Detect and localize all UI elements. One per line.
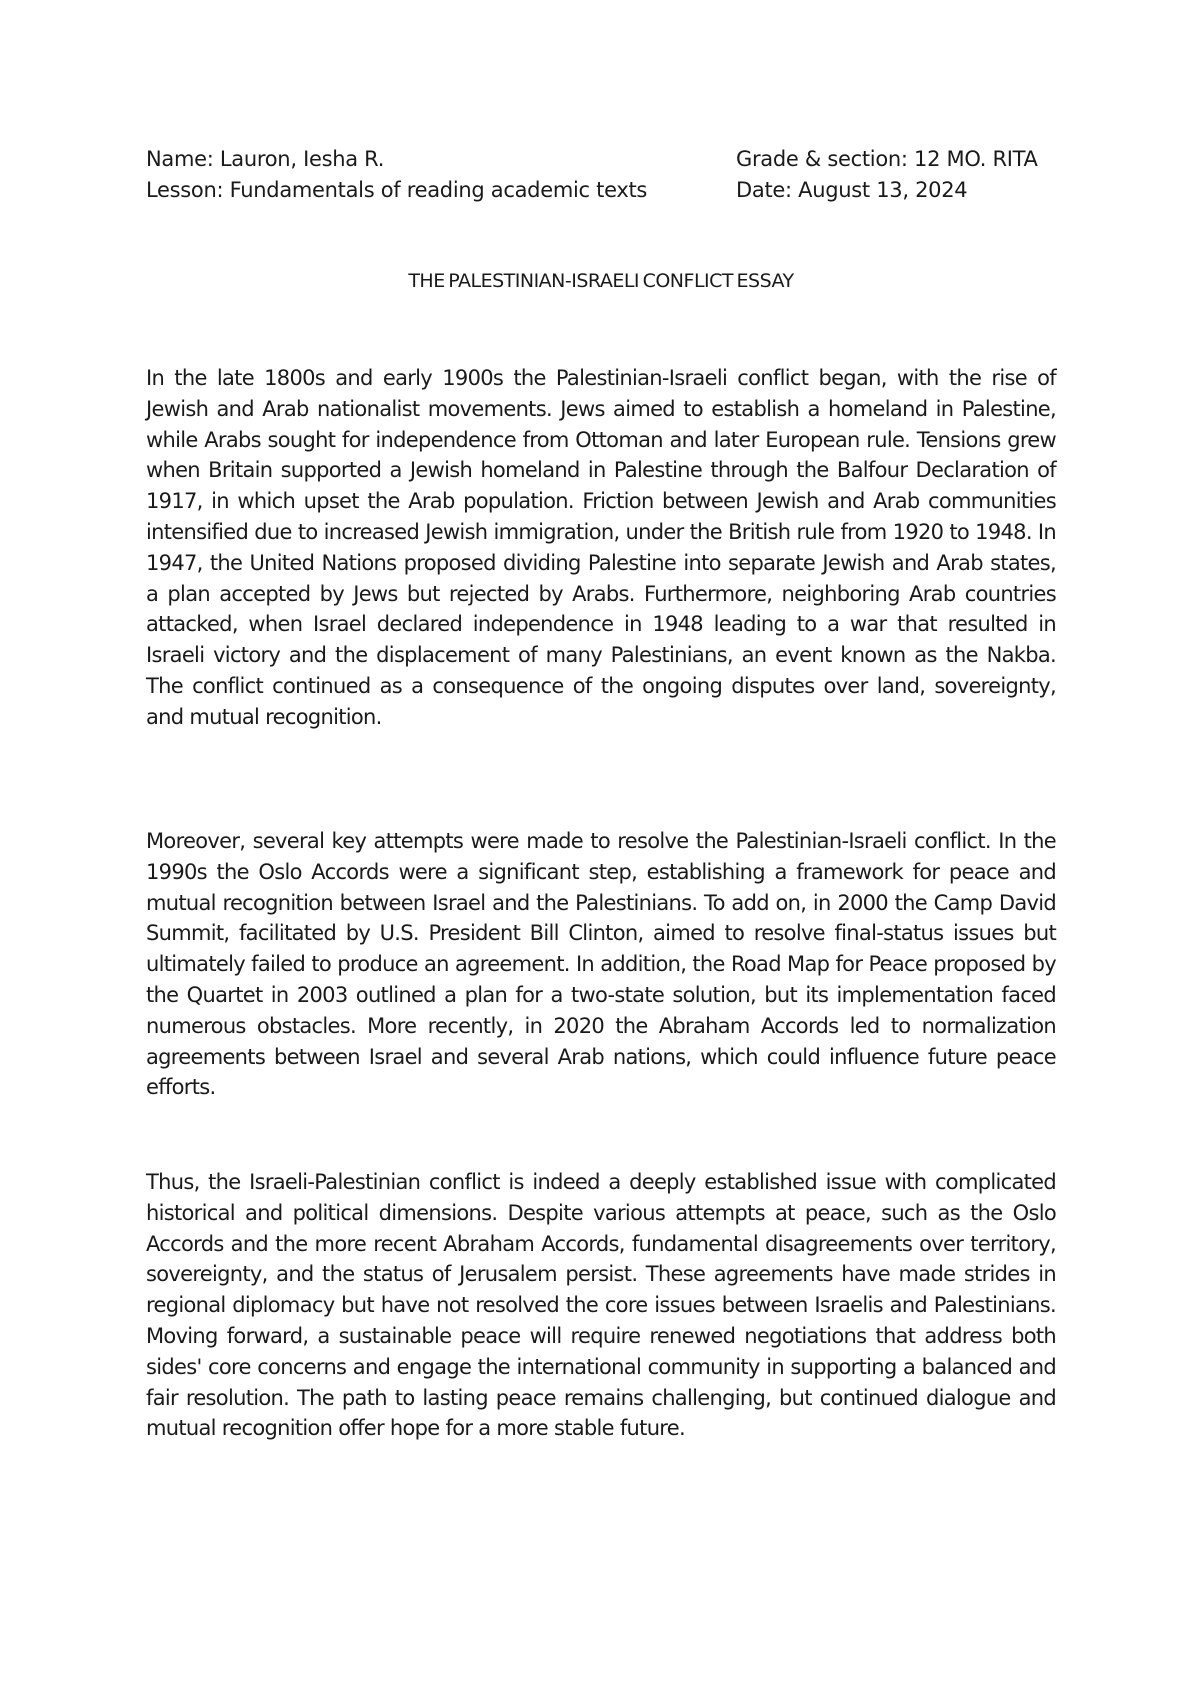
date: Date: August 13, 2024 — [736, 178, 968, 202]
paragraph-3: Thus, the Israeli-Palestinian conflict is indeed a deeply established issue with complicated historical and political dimensions. Despite various attempts at peace, such as the Oslo Accords and the more recent Abraham Accords, fundamental disagreements over territory, sovereignty, and the status of Jerusalem persist. These agreements have made strides in regional diplomacy but have not resolved the core issues between Israelis and Palestinians. Moving forward, a sustainable peace will require renewed negotiations that address both sides' core concerns and engage the international community in supporting a balanced and fair resolution. The path to lasting peace remains challenging, but continued dialogue and mutual recognition offer hope for a more stable future. — [146, 1170, 1056, 1441]
paragraph-2: Moreover, several key attempts were made to resolve the Palestinian-Israeli conflict. In the 1990s the Oslo Accords were a significant step, establishing a framework for peace and mutual recognition between Israel and the Palestinians. To add on, in 2000 the Camp David Summit, facilitated by U.S. President Bill Clinton, aimed to resolve final-status issues but ultimately failed to produce an agreement. In addition, the Road Map for Peace proposed by the Quartet in 2003 outlined a plan for a two-state solution, but its implementation faced numerous obstacles. More recently, in 2020 the Abraham Accords led to normalization agreements between Israel and several Arab nations, which could influence future peace efforts. — [146, 829, 1056, 1100]
student-name: Name: Lauron, Iesha R. — [146, 147, 385, 171]
header-left — [146, 144, 647, 206]
grade-section: Grade & section: 12 MO. RITA — [736, 147, 1038, 171]
essay-title: THE PALESTINIAN-ISRAELI CONFLICT ESSAY — [408, 270, 794, 292]
lesson: Lesson: Fundamentals of reading academic texts — [146, 178, 648, 202]
header-right — [736, 144, 1038, 206]
paragraph-1: In the late 1800s and early 1900s the Palestinian-Israeli conflict began, with the rise of Jewish and Arab nationalist movements. Jews aimed to establish a homeland in Palestine, while Arabs sought for independence from Ottoman and later European rule. Tensions grew when Britain supported a Jewish homeland in Palestine through the Balfour Declaration of 1917, in which upset the Arab population. Friction between Jewish and Arab communities intensified due to increased Jewish immigration, under the British rule from 1920 to 1948. In 1947, the United Nations proposed dividing Palestine into separate Jewish and Arab states, a plan accepted by Jews but rejected by Arabs. Furthermore, neighboring Arab countries attacked, when Israel declared independence in 1948 leading to a war that resulted in Israeli victory and the displacement of many Palestinians, an event known as the Nakba. The conflict continued as a consequence of the ongoing disputes over land, sovereignty, and mutual recognition. — [146, 366, 1056, 729]
